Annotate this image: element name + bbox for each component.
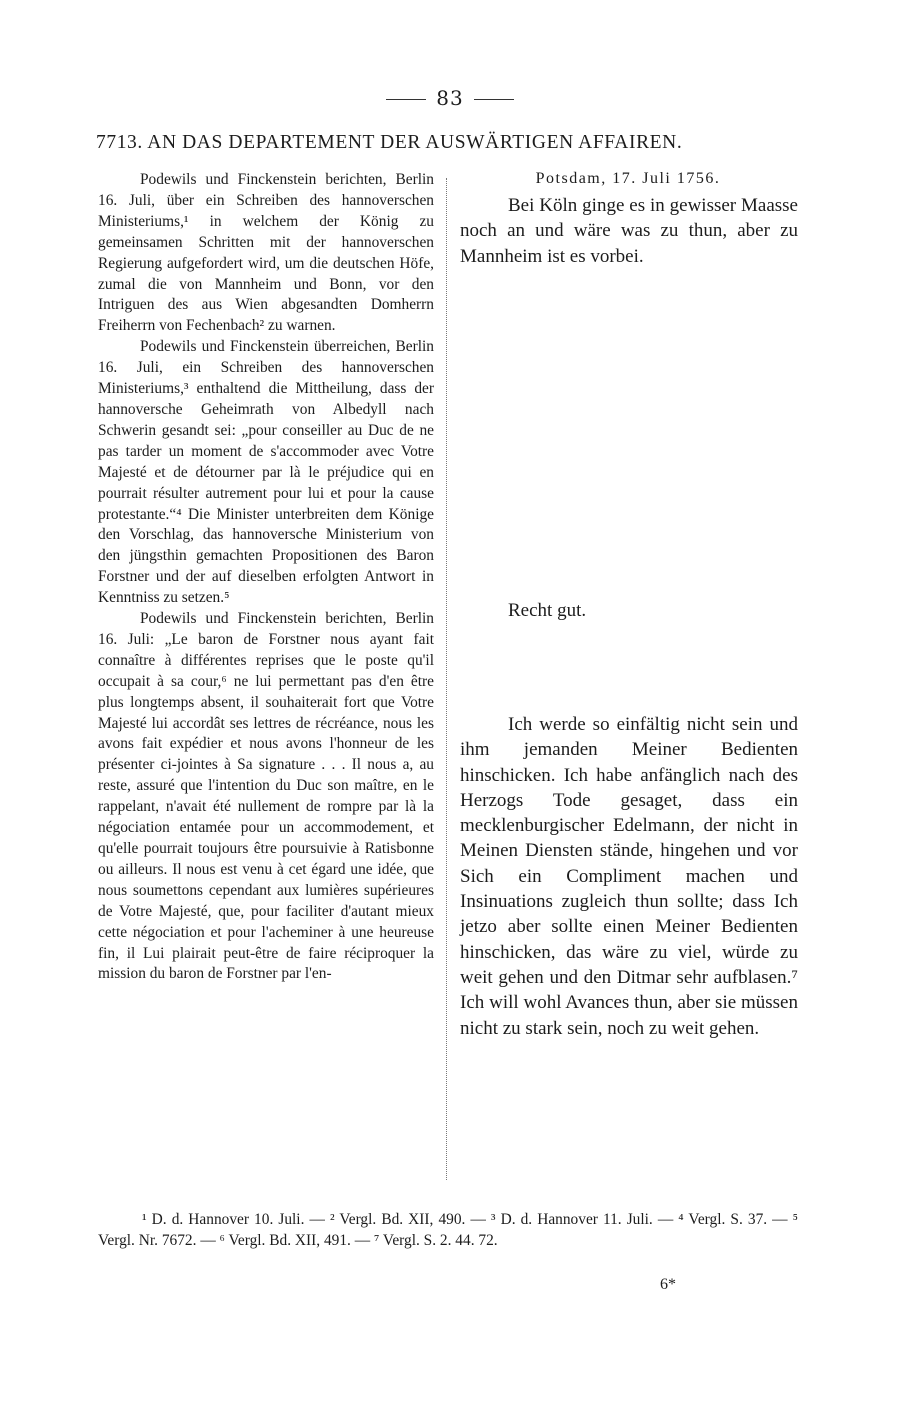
right-block-2 [460, 598, 798, 623]
column-divider [446, 178, 447, 1180]
date-line: Potsdam, 17. Juli 1756. [535, 170, 721, 187]
footnotes: ¹ D. d. Hannover 10. Juli. — ² Vergl. Bd. XII, 490. — ³ D. d. Hannover 11. Juli. — ⁴ Vergl. S. 37. — ⁵ Vergl. Nr. 7672. — ⁶ Vergl. Bd. XII, 491. — ⁷ Vergl. S. 2. 44. 72. [98, 1211, 798, 1249]
left-column [98, 170, 434, 985]
right-paragraph-2: Recht gut. [508, 600, 587, 621]
right-block-1 [460, 193, 798, 269]
right-block-3 [460, 712, 798, 1041]
left-paragraph-2: Podewils und Finckenstein überreichen, Berlin 16. Juli, ein Schreiben des hannoverschen Ministeriums,³ enthaltend die Mittheilung, dass der hannoversche Geheimrath von Albedyll nach Schwerin gesandt sei: „pour conseiller au Duc de ne pas tarder un moment de s'accommoder avec Votre Majesté et de détourner par là le préjudice qui en pourrait résulter autrement pour lui et pour la cause protestante.“⁴ Die Minister unterbreiten dem Könige den Vorschlag, das hannoversche Ministerium von den jüngsthin gemachten Propositionen des Baron Forstner und der auf dieselben erfolgten Antwort in Kenntniss zu setzen.⁵ [98, 338, 434, 607]
left-dash [386, 99, 426, 100]
page-number: 83 [436, 86, 464, 110]
signature-mark: 6* [660, 1276, 676, 1293]
right-paragraph-3: Ich werde so einfältig nicht sein und ihm jemanden Meiner Bedienten hinschicken. Ich habe anfänglich nach des Herzogs Tode gesaget, dass ein mecklenburgischer Edelmann, der nicht in Meinen Diensten stände, hingehen und vor Sich ein Compliment machen und Insinuations zugleich thun sollte; dass Ich jetzo aber sollte einen Meiner Bedienten hinschicken, das wäre zu viel, würde zu weit gehen und den Ditmar sehr aufblasen.⁷ Ich will wohl Avances thun, aber sie müssen nicht zu stark sein, noch zu weit gehen. [460, 714, 798, 1039]
right-paragraph-1: Bei Köln ginge es in gewisser Maasse noch an und wäre was zu thun, aber zu Mannheim ist es vorbei. [460, 195, 798, 267]
document-heading: 7713. AN DAS DEPARTEMENT DER AUSWÄRTIGEN AFFAIREN. [96, 132, 683, 153]
left-paragraph-1: Podewils und Finckenstein berichten, Berlin 16. Juli, über ein Schreiben des hannoverschen Ministeriums,¹ in welchem der König zu gemeinsamen Schritten mit der hannoverschen Regierung aufgefordert wird, um die deutschen Höfe, zumal die von Mannheim und Bonn, vor den Intriguen des aus Wien abgesandten Domherrn Freiherrn von Fechenbach² zu warnen. [98, 171, 434, 335]
left-paragraph-3: Podewils und Finckenstein berichten, Berlin 16. Juli: „Le baron de Forstner nous ayant fait connaître à différentes reprises que le poste qu'il occupait à sa cour,⁶ ne lui permettant pas d'en être plus longtemps absent, il souhaiterait fort que Votre Majesté lui accordât ses lettres de récréance, nous les avons fait expédier et nous avons l'honneur de les présenter ci-jointes à Sa signature . . . Il nous a, au reste, assuré que l'intention du Duc son maître, en le rappelant, n'avait été nullement de rompre par là la négociation entamée pour un accommodement, et qu'elle pourrait toujours être poursuivie à Ratisbonne ou ailleurs. Il nous est venu à cet égard une idée, que nous soumettons cependant aux lumières supérieures de Votre Majesté, que, pour faciliter d'autant mieux cette négociation et pour l'acheminer à une heureuse fin, il Lui plairait peut-être de faire réciproquer la mission du baron de Forstner par l'en- [98, 610, 434, 983]
page-number-line [0, 86, 900, 110]
right-dash [474, 99, 514, 100]
